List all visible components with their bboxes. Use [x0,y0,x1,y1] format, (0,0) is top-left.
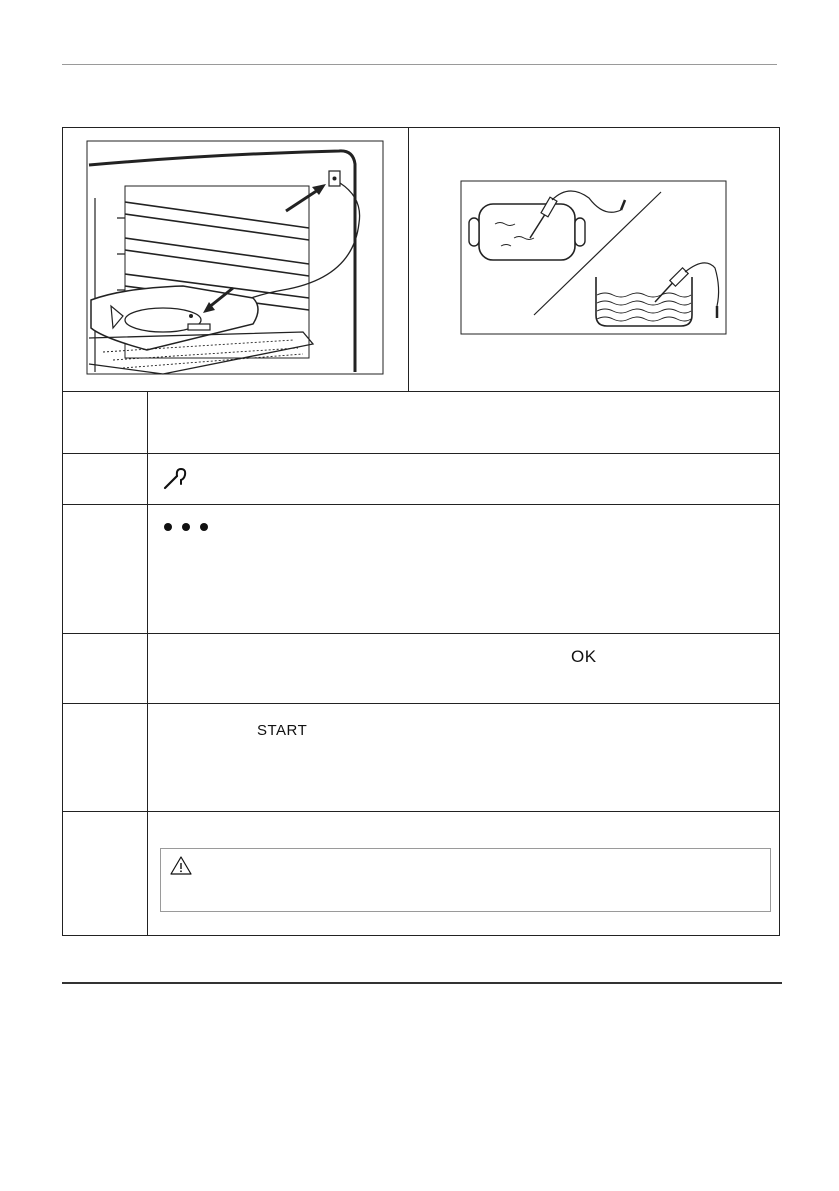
step-row-4 [63,634,779,704]
warning-box [160,848,771,912]
instruction-table [62,127,780,936]
header-rule [62,64,777,65]
warning-triangle-icon [169,855,193,876]
step-row-5 [63,704,779,812]
ok-key-label: OK [571,647,597,666]
step-number-cell [63,505,148,633]
start-key-label: START [257,722,308,739]
step-number-cell [63,454,148,504]
step-content-cell [148,704,779,811]
section-rule [62,982,782,984]
step-number-cell [63,391,148,453]
step-content-cell [148,505,779,633]
step-content-cell [148,812,779,935]
core-temperature-probe-icon [162,467,188,491]
step-row-2 [63,454,779,505]
step-number-cell [63,704,148,811]
step-content-cell [148,634,779,703]
step-number-cell [63,634,148,703]
step-row-3 [63,505,779,634]
three-dots-icon [162,521,212,533]
probe-placement-illustration [409,128,779,391]
illustration-row [63,128,779,392]
step-number-cell [63,812,148,935]
step-content-cell [148,454,779,504]
probe-placement-illustration-cell [409,128,779,391]
step-row-6 [63,812,779,935]
oven-probe-illustration [63,128,408,391]
step-row-1 [63,391,779,454]
oven-probe-illustration-cell [63,128,409,391]
step-content-cell [148,391,779,453]
